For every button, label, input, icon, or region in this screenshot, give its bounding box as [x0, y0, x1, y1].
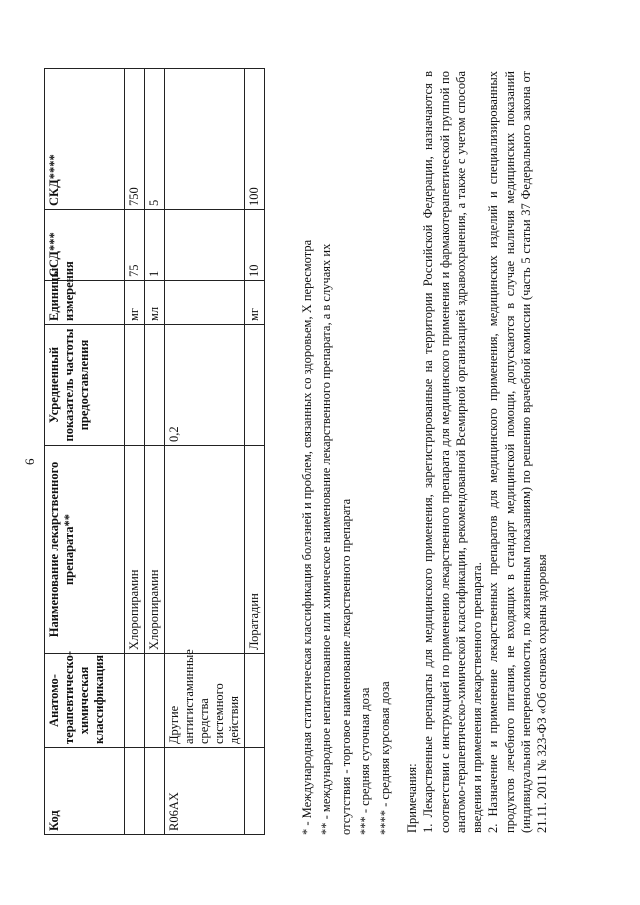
cell-drug-name: Лоратадин — [245, 446, 265, 654]
cell-skd: 5 — [145, 69, 165, 210]
cell-drug-name — [165, 446, 245, 654]
cell-code — [245, 748, 265, 835]
notes-section — [404, 71, 550, 833]
note-paragraph: 2. Назначение и применение лекарственных препаратов для медицинского применения, медицинских изделий и специализированных продуктов лечебного питания, не входящих в стандарт медицинской помощи, допускаются в случае наличия медицинских показаний (индивидуальной непереносимости, по жизненным показаниям) по решению врачебной комиссии (часть 5 статьи 37 Федерального закона от 21.11. 2011 № 323-ФЗ «Об основах охраны здоровья — [486, 71, 549, 833]
header-skd: СКД**** — [45, 69, 125, 210]
header-drug-name: Наименование лекарственного препарата** — [45, 446, 125, 654]
cell-atc — [245, 654, 265, 748]
cell-code: R06AX — [165, 748, 245, 835]
cell-skd: 100 — [245, 69, 265, 210]
cell-atc — [145, 654, 165, 748]
table-row — [145, 69, 165, 835]
notes-title: Примечания: — [405, 763, 419, 833]
header-unit: Единицы измерения — [45, 281, 125, 325]
table-row — [165, 69, 245, 835]
footnote-line: ** - международное непатентованное или химическое наименование лекарственного препарата, а в случаях их — [319, 243, 334, 835]
header-code: Код — [45, 748, 125, 835]
cell-unit: мг — [245, 281, 265, 325]
cell-atc: Другие антигистаминные средства системного действия — [165, 654, 245, 748]
cell-unit: мл — [145, 281, 165, 325]
table-header-row — [45, 69, 125, 835]
footnote-line: отсутствия - торговое наименование лекарственного препарата — [338, 498, 353, 835]
header-ssd: ССД*** — [45, 210, 125, 281]
footnotes — [298, 240, 395, 835]
note-paragraph: 1. Лекарственные препараты для медицинского применения, зарегистрированные на территории Российской Федерации, назначаются в соответствии с инструкцией по применению лекарственного препарата для медицинского применения и фармакотерапевтической группой по анатомо-терапевтическо-химической классификации, рекомендованной Всемирной организацией здравоохранения, а также с учетом способа введения и применения лекарственного препарата. — [421, 71, 484, 833]
cell-drug-name: Хлоропирамин — [145, 446, 165, 654]
footnote-line: *** - средняя суточная доза — [358, 687, 373, 835]
cell-frequency — [245, 325, 265, 446]
cell-skd: 750 — [125, 69, 145, 210]
footnote-line: **** - средняя курсовая доза — [377, 681, 392, 835]
header-frequency: Усредненный показатель частоты предоставления — [45, 325, 125, 446]
cell-frequency — [145, 325, 165, 446]
cell-atc — [125, 654, 145, 748]
cell-ssd: 75 — [125, 210, 145, 281]
cell-skd — [165, 69, 245, 210]
medication-table — [44, 68, 265, 835]
table-row — [245, 69, 265, 835]
cell-ssd: 1 — [145, 210, 165, 281]
cell-code — [125, 748, 145, 835]
cell-frequency — [125, 325, 145, 446]
cell-ssd: 10 — [245, 210, 265, 281]
cell-code — [145, 748, 165, 835]
page-number: 6 — [22, 458, 37, 465]
footnote-line: * - Международная статистическая классификация болезней и проблем, связанных со здоровьем, X пересмотра — [300, 239, 314, 835]
table-row — [125, 69, 145, 835]
cell-ssd — [165, 210, 245, 281]
cell-frequency: 0,2 — [165, 325, 245, 446]
cell-unit: мг — [125, 281, 145, 325]
cell-unit — [165, 281, 245, 325]
header-atc: Анатомо-терапевтическо-химическая классификация — [45, 654, 125, 748]
cell-drug-name: Хлоропирамин — [125, 446, 145, 654]
